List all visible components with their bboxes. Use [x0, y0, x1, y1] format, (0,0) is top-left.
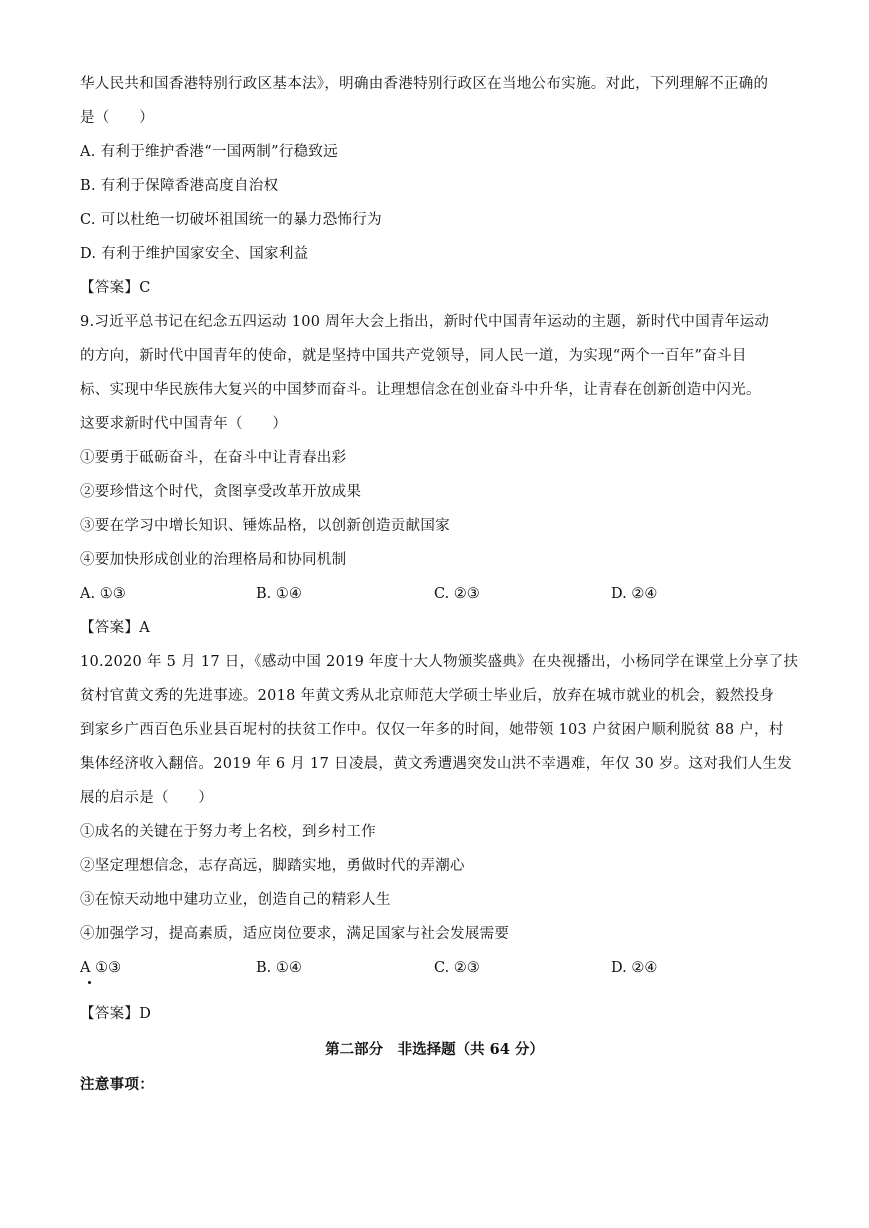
q8-stem-line-2: 是（ ）	[80, 110, 154, 126]
q8-option-c: C. 可以杜绝一切破坏祖国统一的暴力恐怖行为	[80, 212, 382, 228]
q10-statement-1: ①成名的关键在于努力考上名校，到乡村工作	[80, 824, 376, 840]
q9-stem-line-3: 标、实现中华民族伟大复兴的中国梦而奋斗。让理想信念在创业奋斗中升华，让青春在创新创造中闪光。	[80, 382, 761, 398]
q10-stem-line-3: 到家乡广西百色乐业县百坭村的扶贫工作中。仅仅一年多的时间，她带领 103 户贫困户顺利脱贫 88 户，村	[80, 722, 784, 738]
q10-statement-3: ③在惊天动地中建功立业，创造自己的精彩人生	[80, 892, 391, 908]
q9-choice-a: A. ①③	[80, 586, 126, 602]
q8-answer: 【答案】C	[80, 280, 151, 296]
stray-dot-mark	[88, 981, 91, 984]
q10-choice-b: B. ①④	[256, 960, 302, 976]
q8-stem-line-1: 华人民共和国香港特别行政区基本法》，明确由香港特别行政区在当地公布实施。对此，下列理解不正确的	[80, 76, 769, 92]
q10-stem-line-4: 集体经济收入翻倍。2019 年 6 月 17 日凌晨，黄文秀遭遇突发山洪不幸遇难，年仅 30 岁。这对我们人生发	[80, 756, 793, 772]
q10-stem-line-2: 贫村官黄文秀的先进事迹。2018 年黄文秀从北京师范大学硕士毕业后，放弃在城市就业的机会，毅然投身	[80, 688, 775, 704]
q9-statement-1: ①要勇于砥砺奋斗，在奋斗中让青春出彩	[80, 450, 347, 466]
q9-stem-line-2: 的方向，新时代中国青年的使命，就是坚持中国共产党领导，同人民一道，为实现“两个一百年”奋斗目	[80, 348, 747, 364]
q10-choice-a: A ①③	[80, 960, 122, 976]
q10-statement-2: ②坚定理想信念，志存高远，脚踏实地，勇做时代的弄潮心	[80, 858, 465, 874]
q9-answer: 【答案】A	[80, 620, 150, 636]
q10-stem-line-1: 10.2020 年 5 月 17 日，《感动中国 2019 年度十大人物颁奖盛典》在央视播出，小杨同学在课堂上分享了扶	[80, 654, 799, 670]
q10-stem-line-5: 展的启示是（ ）	[80, 790, 214, 806]
q9-choice-b: B. ①④	[256, 586, 302, 602]
q9-choice-d: D. ②④	[611, 586, 658, 602]
q10-statement-4: ④加强学习，提高素质，适应岗位要求，满足国家与社会发展需要	[80, 926, 510, 942]
q10-choice-d: D. ②④	[611, 960, 658, 976]
q8-option-d: D. 有利于维护国家安全、国家利益	[80, 246, 309, 262]
q10-answer: 【答案】D	[80, 1006, 152, 1022]
q8-option-b: B. 有利于保障香港高度自治权	[80, 178, 279, 194]
q9-statement-4: ④要加快形成创业的治理格局和协同机制	[80, 552, 347, 568]
q9-stem-line-1: 9.习近平总书记在纪念五四运动 100 周年大会上指出，新时代中国青年运动的主题，新时代中国青年运动	[80, 314, 770, 330]
part2-notice: 注意事项：	[80, 1076, 154, 1093]
q8-option-a: A. 有利于维护香港“一国两制”行稳致远	[80, 144, 339, 160]
q9-choice-c: C. ②③	[434, 586, 480, 602]
q9-statement-3: ③要在学习中增长知识、锤炼品格，以创新创造贡献国家	[80, 518, 450, 534]
q9-statement-2: ②要珍惜这个时代，贪图享受改革开放成果	[80, 484, 362, 500]
q10-choice-c: C. ②③	[434, 960, 480, 976]
q9-stem-line-4: 这要求新时代中国青年（ ）	[80, 416, 288, 432]
part2-heading: 第二部分 非选择题（共 64 分）	[325, 1041, 544, 1058]
